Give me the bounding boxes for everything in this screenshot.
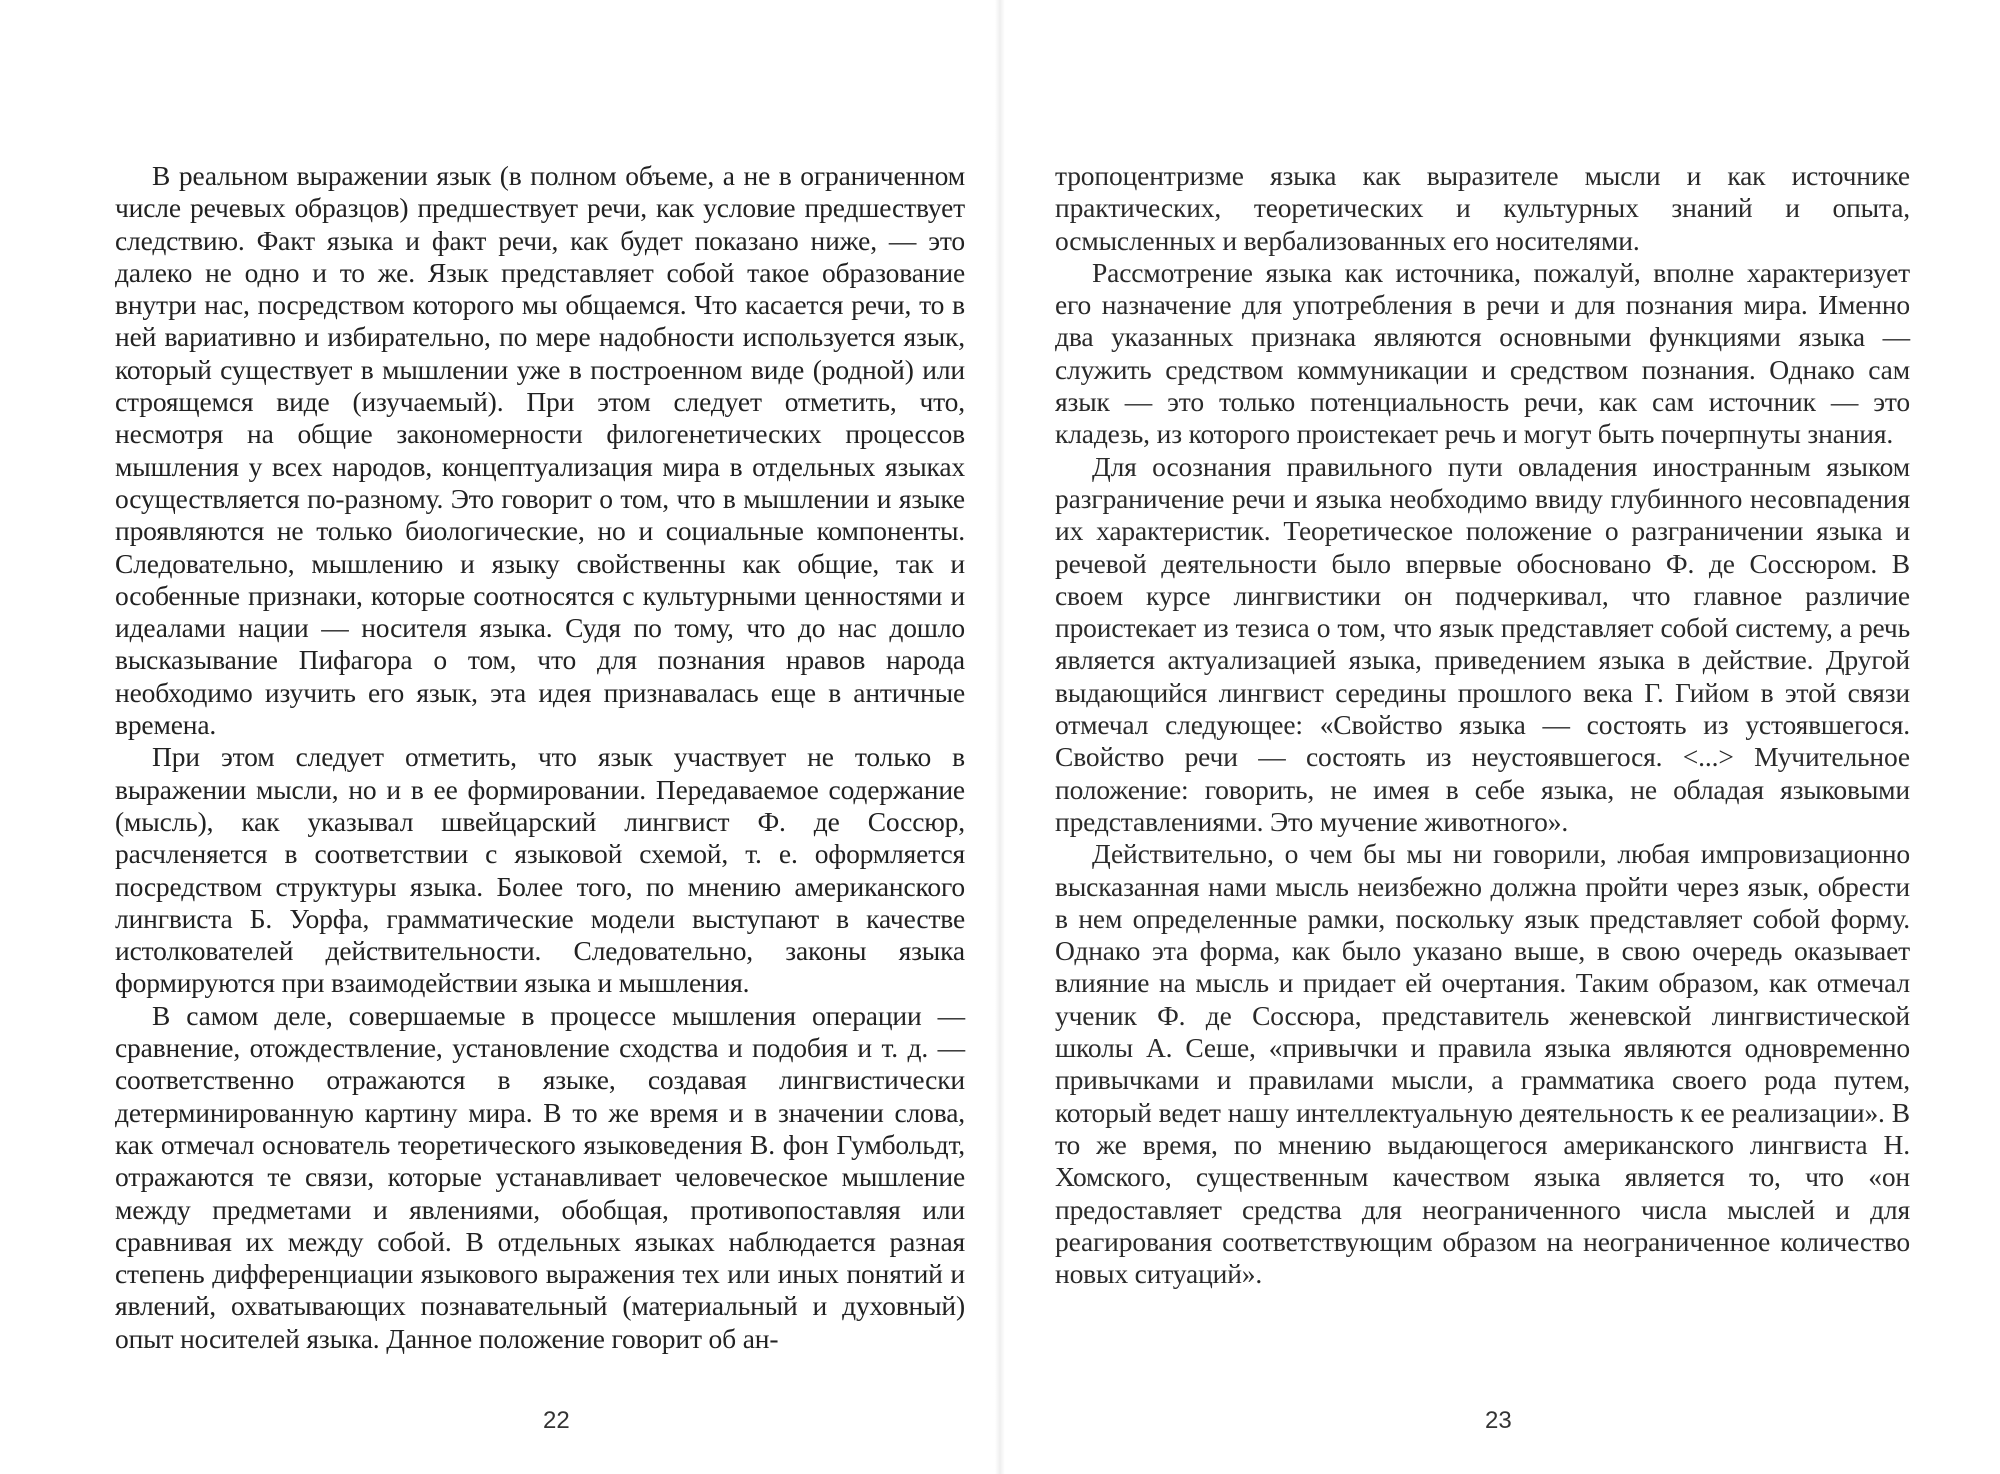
right-paragraph-3: Для осознания правильного пути овладения иностранным языком разграничение речи и языка необходимо ввиду глубинного несовпадения их характеристик. Теоретическое положение о разграничении языка и речевой деятельности было впервые обосновано Ф. де Соссюром. В своем курсе лингвистики он подчеркивал, что главное различие проистекает из тезиса о том, что язык представляет собой систему, а речь является актуализацией языка, приведением языка в действие. Другой выдающийся лингвист середины прошлого века Г. Гийом в этой связи отмечал следующее: «Свойство языка — состоять из устоявшегося. Свойство речи — состоять из неустоявшегося. <...> Мучительное положение: говорить, не имея в себе языка, не обладая языковыми представлениями. Это мучение животного». bbox=[1055, 450, 1910, 837]
left-paragraph-1: В реальном выражении язык (в полном объеме, а не в ограниченном числе речевых образцов) предшествует речи, как условие предшествует следствию. Факт языка и факт речи, как будет показано ниже, — это далеко не одно и то же. Язык представляет собой такое образование внутри нас, посредством которого мы общаемся. Что касается речи, то в ней вариативно и избирательно, по мере надобности используется язык, который существует в мышлении уже в построенном виде (родной) или строящемся виде (изучаемый). При этом следует отметить, что, несмотря на общие закономерности филогенетических процессов мышления у всех народов, концептуализация мира в отдельных языках осуществляется по-разному. Это говорит о том, что в мышлении и языке проявляются не только биологические, но и социальные компоненты. Следовательно, мышлению и языку свойственны как общие, так и особенные признаки, которые соотносятся с культурными ценностями и идеалами нации — носителя языка. Судя по тому, что до нас дошло высказывание Пифагора о том, что для познания нравов народа необходимо изучить его язык, эта идея признавалась еще в античные времена. bbox=[115, 160, 965, 741]
right-paragraph-4: Действительно, о чем бы мы ни говорили, любая импровизационно высказанная нами мысль неизбежно должна пройти через язык, обрести в нем определенные рамки, поскольку язык представляет собой форму. Однако эта форма, как было указано выше, в свою очередь оказывает влияние на мысль и придает ей очертания. Таким образом, как отмечал ученик Ф. де Соссюра, представитель женевской лингвистической школы А. Сеше, «привычки и правила языка являются одновременно привычками и правилами мысли, а грамматика своего рода путем, который ведет нашу интеллектуальную деятельность к ее реализации». В то же время, по мнению выдающегося американского лингвиста Н. Хомского, существенным качеством языка является то, что «он предоставляет средства для неограниченного числа мыслей и для реагирования соответствующим образом на неограниченное количество новых ситуаций». bbox=[1055, 838, 1910, 1290]
book-gutter bbox=[995, 0, 1005, 1474]
right-page-number: 23 bbox=[1485, 1407, 1512, 1434]
right-page bbox=[1055, 160, 1910, 1290]
left-page-number: 22 bbox=[543, 1407, 570, 1434]
left-paragraph-2: При этом следует отметить, что язык участвует не только в выражении мысли, но и в ее формировании. Передаваемое содержание (мысль), как указывал швейцарский лингвист Ф. де Соссюр, расчленяется в соответствии с языковой схемой, т. е. оформляется посредством структуры языка. Более того, по мнению американского лингвиста Б. Уорфа, грамматические модели выступают в качестве истолкователей действительности. Следовательно, законы языка формируются при взаимодействии языка и мышления. bbox=[115, 741, 965, 999]
left-page bbox=[115, 160, 965, 1355]
right-paragraph-2: Рассмотрение языка как источника, пожалуй, вполне характеризует его назначение для употребления в речи и для познания мира. Именно два указанных признака являются основными функциями языка — служить средством коммуникации и средством познания. Однако сам язык — это только потенциальность речи, как сам источник — это кладезь, из которого проистекает речь и могут быть почерпнуты знания. bbox=[1055, 256, 1910, 450]
left-paragraph-3: В самом деле, совершаемые в процессе мышления операции — сравнение, отождествление, установление сходства и подобия и т. д. — соответственно отражаются в языке, создавая лингвистически детерминированную картину мира. В то же время и в значении слова, как отмечал основатель теоретического языковедения В. фон Гумбольдт, отражаются те связи, которые устанавливает человеческое мышление между предметами и явлениями, обобщая, противопоставляя или сравнивая их между собой. В отдельных языках наблюдается разная степень дифференциации языкового выражения тех или иных понятий и явлений, охватывающих познавательный (материальный и духовный) опыт носителей языка. Данное положение говорит об ан- bbox=[115, 999, 965, 1354]
right-paragraph-1: тропоцентризме языка как выразителе мысли и как источнике практических, теоретических и культурных знаний и опыта, осмысленных и вербализованных его носителями. bbox=[1055, 160, 1910, 256]
